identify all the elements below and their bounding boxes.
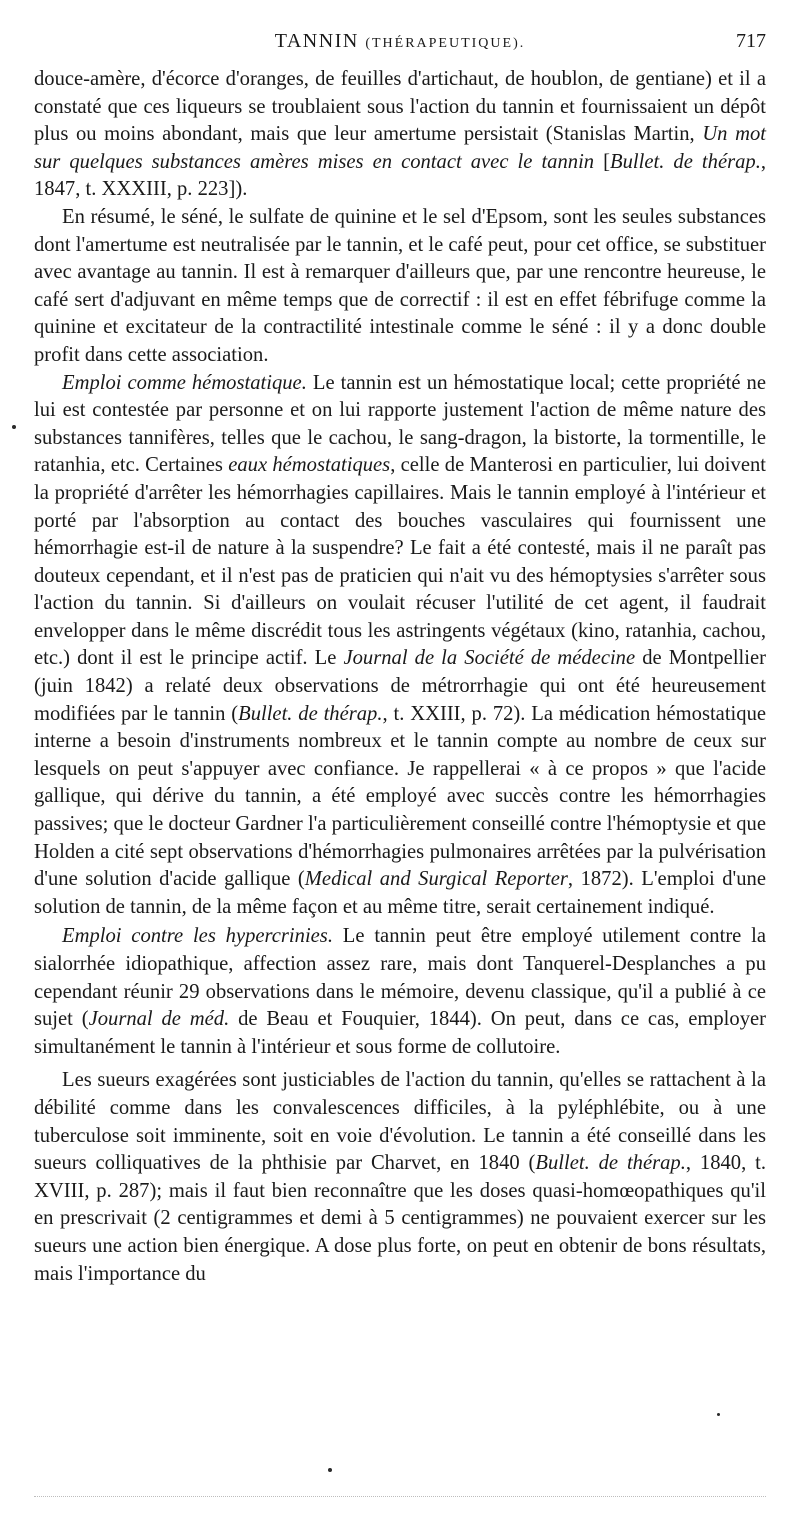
page-speck [328,1468,332,1472]
text-run: , celle de Manterosi en particulier, lui doivent la propriété d'arrêter les hémorrhagies capillaires. Mais le tannin employé à l'intérieur et porté par l'absorption au contact des bouches vasculaires qui fournissent une hémorrhagie est-il de nature à la suspendre? Le fait a été contesté, mais il ne paraît pas douteux cependant, et il n'est pas de praticien qui n'ait vu des hémoptysies s'arrêter sous l'action du tannin. Si d'ailleurs on voulait récuser l'utilité de cet agent, il faudrait envelopper dans le même discrédit tous les astringents végétaux (kino, ratanhia, cachou, etc.) dont il est le principe actif. Le [34,454,766,670]
section-heading-hypercrinies: Emploi contre les hypercrinies. [62,925,333,948]
text-run: Les sueurs exagérées sont justiciables de l'action du tannin, qu'elles se rattachent à la débilité comme dans les convalescences difficiles, à la pyléphlébite, ou à une tuberculose soit imminente, soit en voie d'évolution. Le tannin a été conseillé dans les sueurs colliquatives de la phthisie par Charvet, en 1840 ( [34,1069,766,1175]
italic-run: Medical and Surgical Reporter [304,868,568,891]
text-run: , 1840, t. XVIII, p. 287); mais il faut bien reconnaître que les doses quasi-homœopathiques qu'il en prescrivait (2 centigrammes et demi à 5 centigrammes) ne pouvaient exercer sur les sueurs une action bien énergique. A dose plus forte, on peut en obtenir de bons résultats, mais l'importance du [34,1152,766,1285]
text-run: En résumé, le séné, le sulfate de quinine et le sel d'Epsom, sont les seules substances dont l'amertume est neutralisée par le tannin, et le café peut, pour cet office, se substituer avec avantage au tannin. Il est à remarquer d'ailleurs que, par une rencontre heureuse, le café sert d'adjuvant en même temps que de correctif : il est en effet fébrifuge comme la quinine et excitateur de la contractilité intestinale comme le séné : il y a donc double profit dans cette association. [34,205,766,366]
page-number: 717 [736,30,766,52]
text-run: , t. XXIII, p. 72). La médication hémostatique interne a besoin d'instruments nombreux et le tannin compte au nombre de ceux sur lesquels on peut s'appuyer avec confiance. Je rappellerai « à ce propos » que l'acide gallique, qui dérive du tannin, a été employé avec succès contre les hémorrhagies passives; que le docteur Gardner l'a particulièrement conseillé contre l'hémoptysie et que Holden a cité sept observations d'hémorrhagies pulmonaires arrêtées par la pulvérisation d'une solution d'acide gallique ( [34,702,767,891]
text-run: Le tannin peut être employé utilement contre la sialorrhée idiopathique, affection assez rare, mais dont Tanquerel-Desplanches a pu cependant réunir 29 observations dans le mémoire, devenu classique, qu'il a publié à ce sujet ( [34,925,766,1031]
italic-run: Bullet. de thérap. [535,1152,686,1175]
italic-run: Bullet. de thérap. [610,150,761,173]
text-run: Le tannin est un hémostatique local; cette propriété ne lui est contestée par personne et on lui rapporte justement l'action de même nature des substances tannifères, telles que le cachou, le sang-dragon, la bistorte, la tormentille, le ratanhia, etc. Certaines [34,371,766,477]
text-run: douce-amère, d'écorce d'oranges, de feuilles d'artichaut, de houblon, de gentiane) et il a constaté que ces liqueurs se troublaient sous l'action du tannin et fournissaient un dépôt plus ou moins abondant, mais que leur amertume persistait (Stanislas Martin, [34,68,766,146]
text-run: , 1847, t. XXXIII, p. 223]). [34,150,767,201]
paragraph-3 [34,370,766,922]
header-title-sub: (THÉRAPEUTIQUE). [365,36,526,51]
text-run: [ [594,150,611,173]
text-run: , 1872). L'emploi d'une solution de tannin, de la même façon et au même titre, serait certainement indiqué. [34,868,766,918]
italic-run: Journal de méd. [88,1008,230,1031]
margin-speck [12,425,16,429]
bottom-rule [34,1496,766,1499]
text-run: de Beau et Fouquier, 1844). On peut, dans ce cas, employer simultanément le tannin à l'intérieur et sous forme de collutoire. [34,1008,766,1058]
italic-run: Bullet. de thérap. [238,702,383,725]
section-heading-hemostatique: Emploi comme hémostatique. [62,371,307,394]
paragraph-1 [34,66,766,204]
text-run: de Montpellier (juin 1842) a relaté deux observations de métrorrhagie qui ont été heureusement modifiées par le tannin ( [34,647,766,725]
paragraph-2 [34,204,766,370]
header-title [34,30,766,53]
italic-run: Un mot sur quelques substances amères mises en contact avec le tannin [34,123,766,173]
italic-run: Journal de la Société de médecine [343,647,636,670]
paragraph-4 [34,923,766,1061]
running-header [34,30,766,58]
paragraph-5 [34,1067,766,1288]
page-body [34,66,766,1288]
page-speck [717,1413,720,1416]
header-title-main: TANNIN [274,30,359,52]
italic-run: eaux hémostatiques [228,454,391,477]
